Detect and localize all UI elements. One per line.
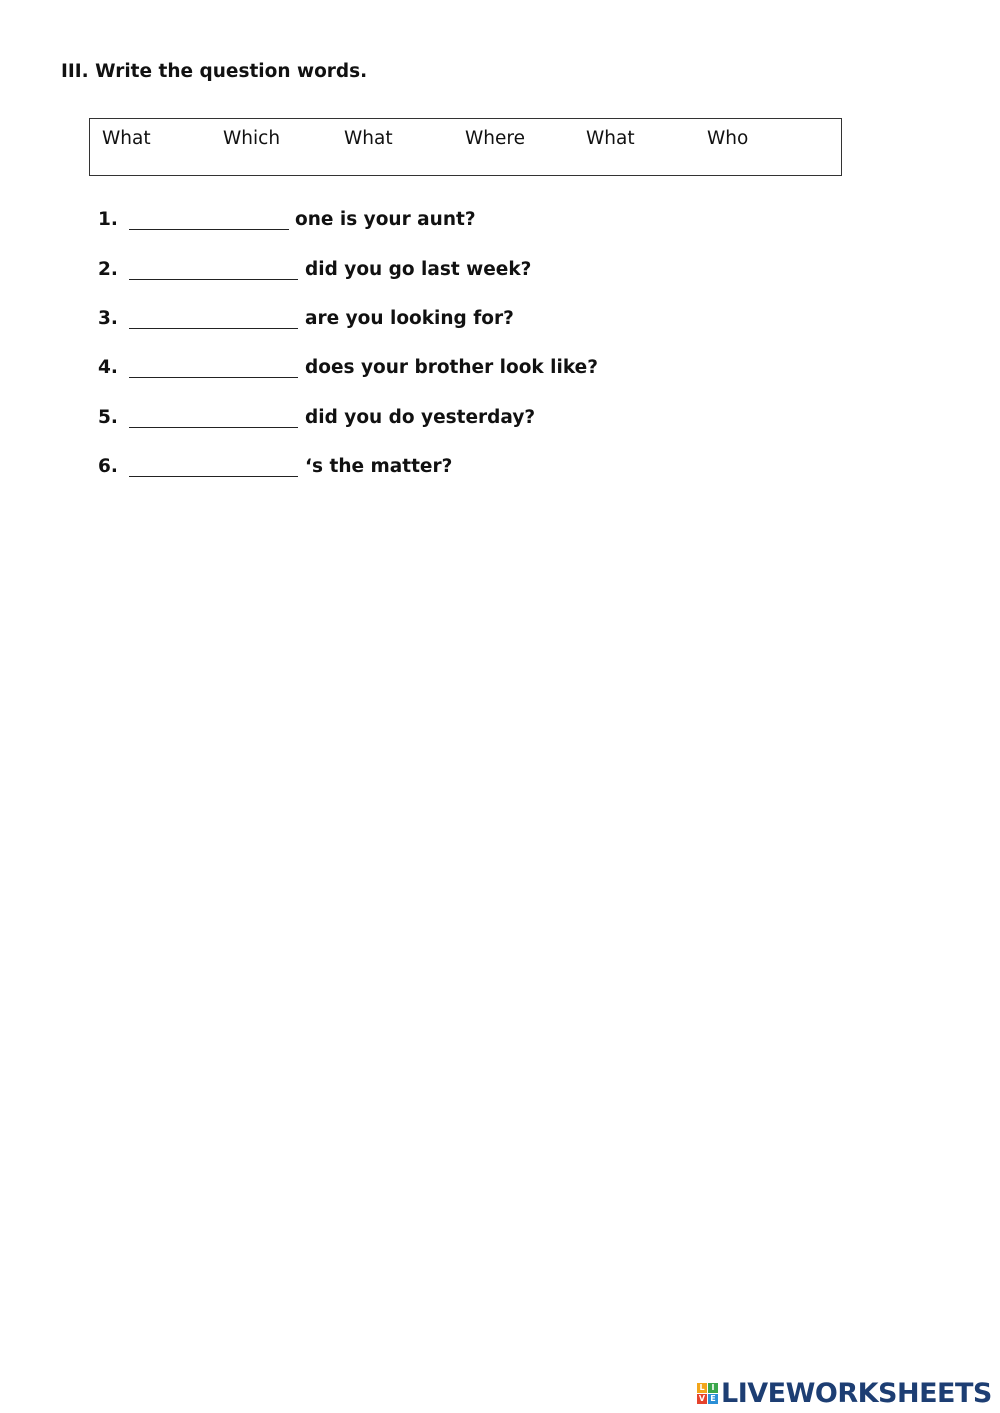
answer-blank[interactable] [129, 357, 298, 378]
exercise-heading: III. Write the question words. [61, 61, 368, 82]
answer-blank[interactable] [129, 456, 298, 477]
question-text: does your brother look like? [305, 357, 598, 378]
liveworksheets-logo [697, 1378, 992, 1408]
word-bank-item: Which [223, 128, 281, 149]
word-bank-item: What [102, 128, 151, 149]
question-text: did you do yesterday? [305, 407, 536, 428]
logo-text: LIVEWORKSHEETS [721, 1377, 992, 1409]
question-number: 4. [98, 357, 118, 378]
word-bank-box [89, 118, 842, 176]
answer-input-2[interactable] [129, 260, 298, 280]
answer-blank[interactable] [129, 407, 298, 428]
question-text: one is your aunt? [295, 209, 476, 230]
word-bank-item: What [344, 128, 393, 149]
answer-blank[interactable] [129, 209, 289, 230]
word-bank-item: What [586, 128, 635, 149]
question-number: 3. [98, 308, 118, 329]
question-text: are you looking for? [305, 308, 514, 329]
logo-mark-icon [697, 1383, 718, 1404]
logo-mark-letter: I [708, 1383, 718, 1393]
answer-input-4[interactable] [129, 358, 298, 378]
logo-mark-letter: V [698, 1393, 706, 1403]
question-text: did you go last week? [305, 259, 532, 280]
answer-input-6[interactable] [129, 457, 298, 477]
word-bank-item: Who [707, 128, 749, 149]
answer-blank[interactable] [129, 259, 298, 280]
word-bank-item: Where [465, 128, 525, 149]
answer-input-5[interactable] [129, 408, 298, 428]
logo-mark-letter: L [697, 1383, 707, 1393]
question-text: ‘s the matter? [305, 456, 453, 477]
question-number: 1. [98, 209, 118, 230]
logo-mark-letter: E [708, 1394, 718, 1404]
question-number: 2. [98, 259, 118, 280]
answer-input-1[interactable] [129, 210, 289, 230]
question-number: 5. [98, 407, 118, 428]
question-number: 6. [98, 456, 118, 477]
answer-input-3[interactable] [129, 309, 298, 329]
answer-blank[interactable] [129, 308, 298, 329]
